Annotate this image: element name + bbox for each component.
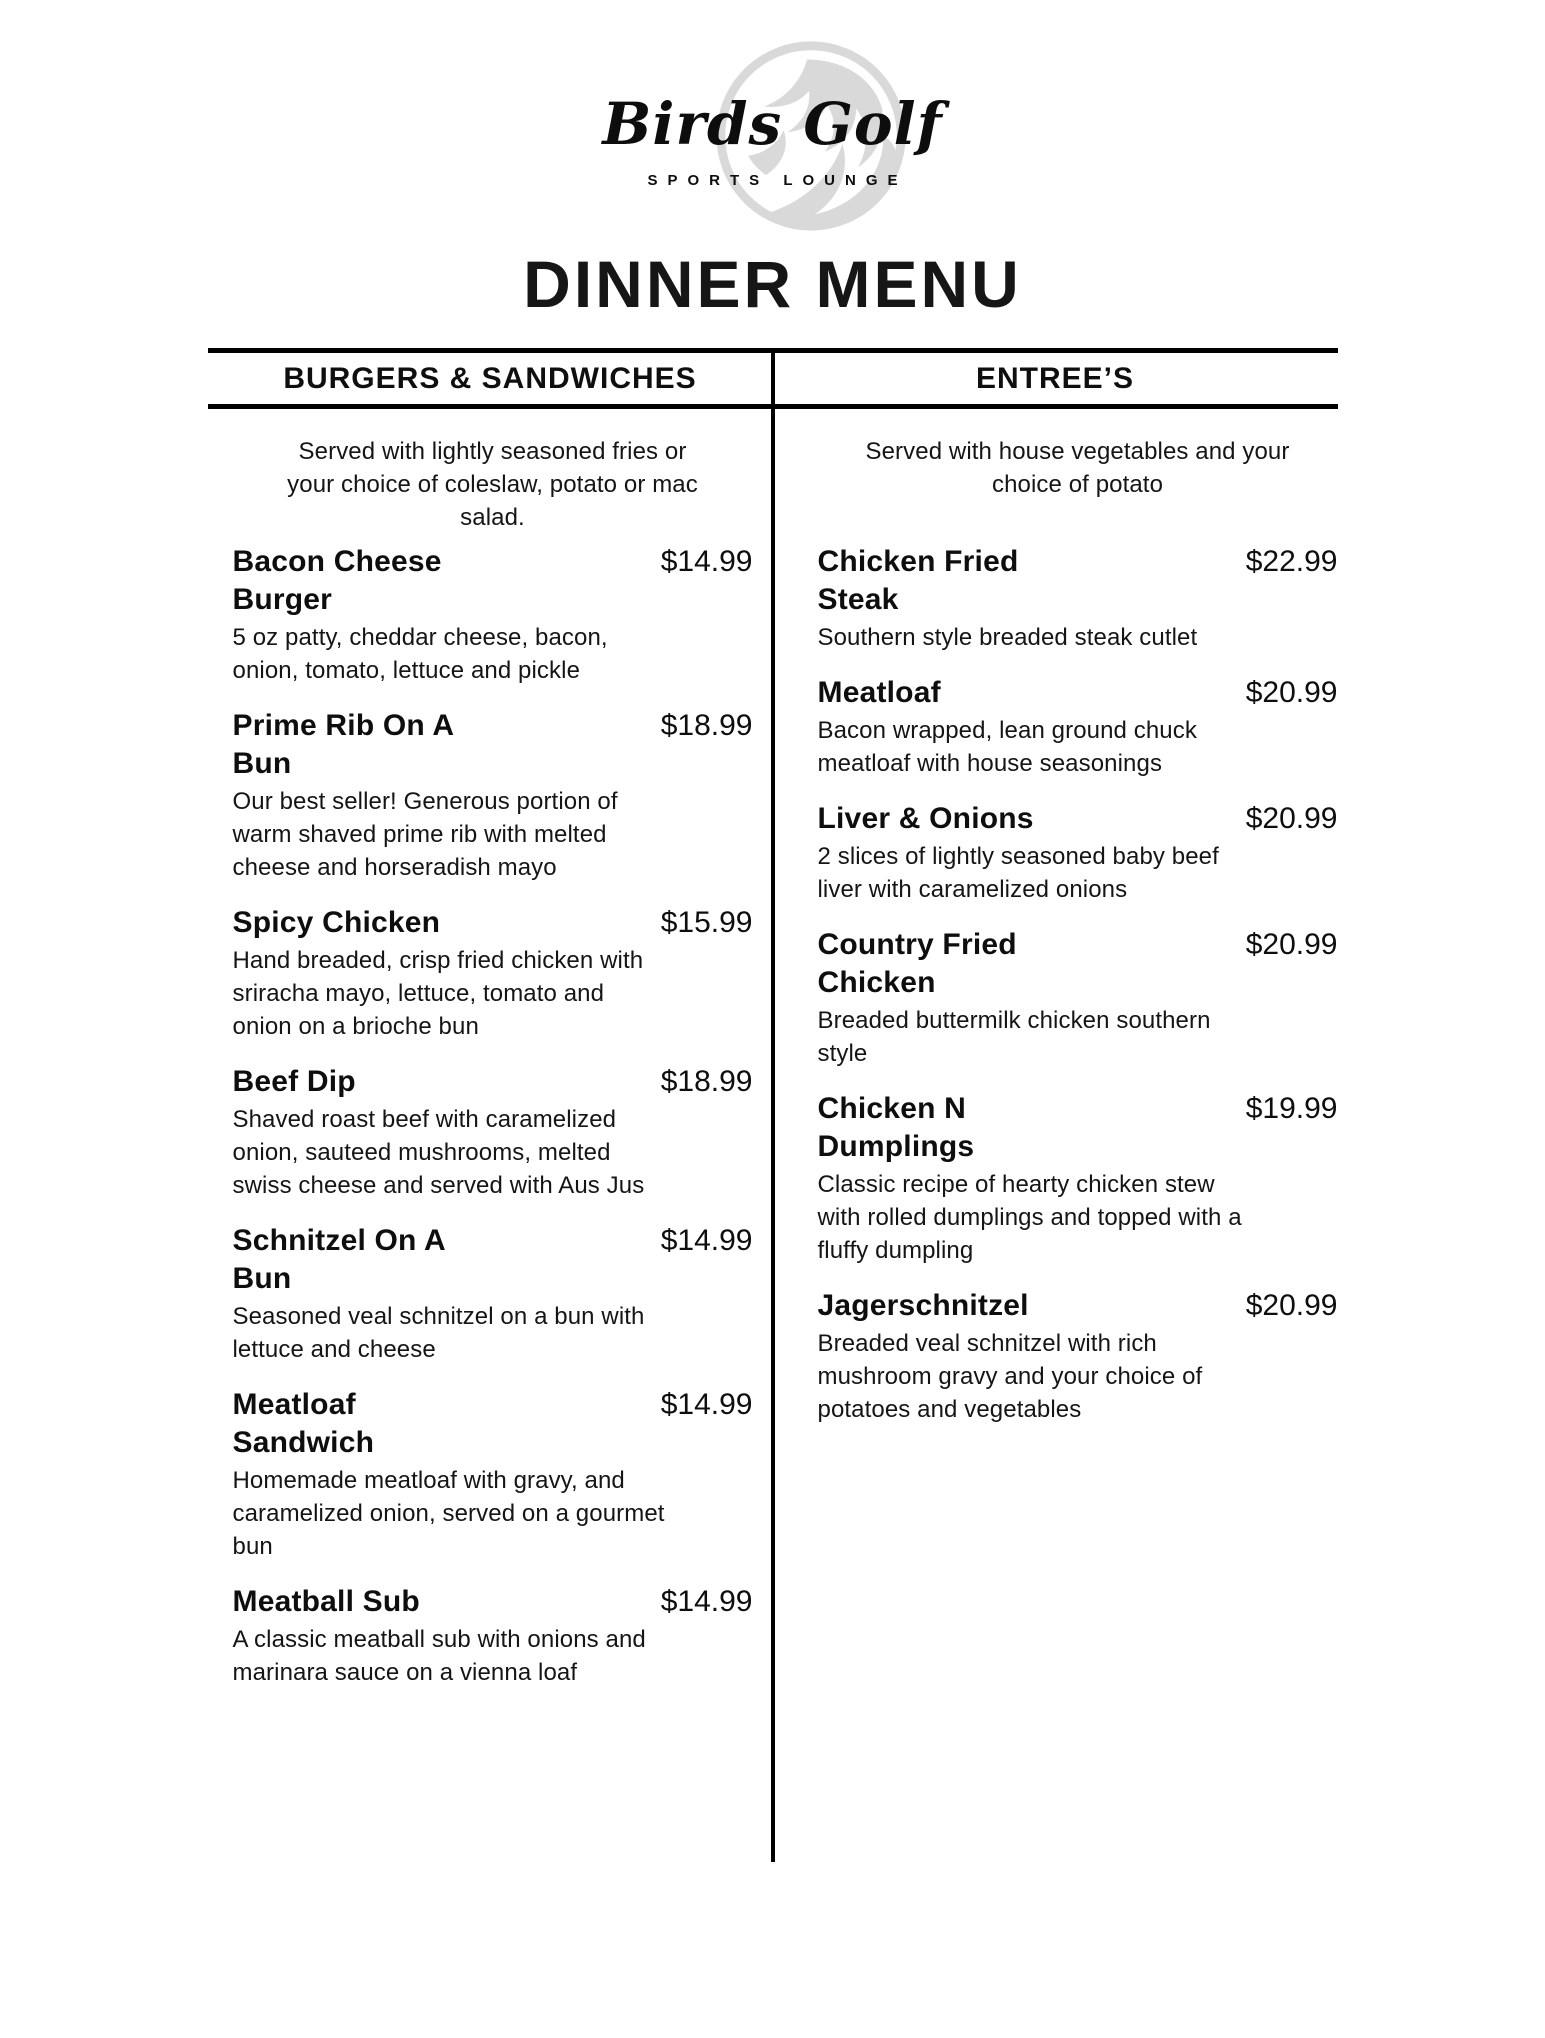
item-price: $22.99 xyxy=(1245,545,1338,578)
item-price: $20.99 xyxy=(1245,802,1338,835)
menu-item xyxy=(818,926,1338,1070)
item-description: Our best seller! Generous portion of warm shaved prime rib with melted cheese and horseradish mayo xyxy=(232,788,618,881)
item-price: $18.99 xyxy=(660,709,753,742)
menu-item xyxy=(233,904,753,1043)
item-name-row xyxy=(818,1090,1338,1166)
item-description: Southern style breaded steak cutlet xyxy=(817,624,1198,651)
column-items xyxy=(233,543,753,1689)
menu-item xyxy=(818,1287,1338,1426)
item-description: Homemade meatloaf with gravy, and caramelized onion, served on a gourmet bun xyxy=(232,1467,665,1560)
item-name-row xyxy=(233,543,753,619)
item-description: Shaved roast beef with caramelized onion, sauteed mushrooms, melted swiss cheese and served with Aus Jus xyxy=(232,1106,645,1199)
menu-item xyxy=(233,1063,753,1202)
item-price: $20.99 xyxy=(1245,928,1338,961)
logo xyxy=(0,38,1545,248)
column-intro: Served with house vegetables and your choice of potato xyxy=(865,438,1290,498)
item-price: $14.99 xyxy=(660,1224,753,1257)
item-price: $20.99 xyxy=(1245,676,1338,709)
item-name-row xyxy=(818,1287,1338,1325)
item-name: Spicy Chicken xyxy=(232,906,441,939)
item-description: Classic recipe of hearty chicken stew with rolled dumplings and topped with a fluffy dumpling xyxy=(817,1171,1242,1264)
item-price: $18.99 xyxy=(660,1065,753,1098)
item-name-row xyxy=(233,1063,753,1101)
item-name: Country Fried Chicken xyxy=(817,928,1017,999)
item-name: Liver & Onions xyxy=(817,802,1034,835)
item-name-row xyxy=(233,1583,753,1621)
item-description: A classic meatball sub with onions and marinara sauce on a vienna loaf xyxy=(232,1626,646,1686)
item-description: Hand breaded, crisp fried chicken with sriracha mayo, lettuce, tomato and onion on a brioche bun xyxy=(232,947,644,1040)
item-name: Meatloaf Sandwich xyxy=(232,1388,375,1459)
item-name: Chicken Fried Steak xyxy=(817,545,1019,616)
item-name-row xyxy=(818,674,1338,712)
item-description: 2 slices of lightly seasoned baby beef liver with caramelized onions xyxy=(817,843,1219,903)
column-header-entrees: ENTREE’S xyxy=(975,361,1135,395)
item-name-row xyxy=(818,543,1338,619)
item-description: Breaded veal schnitzel with rich mushroom gravy and your choice of potatoes and vegetables xyxy=(817,1330,1203,1423)
item-name: Bacon Cheese Burger xyxy=(232,545,442,616)
item-price: $14.99 xyxy=(660,545,753,578)
item-description: Seasoned veal schnitzel on a bun with lettuce and cheese xyxy=(232,1303,645,1363)
page-title: DINNER MENU xyxy=(523,247,1022,321)
item-name: Chicken N Dumplings xyxy=(817,1092,975,1163)
menu-item xyxy=(818,543,1338,654)
menu-item xyxy=(233,1386,753,1563)
menu xyxy=(208,348,1338,1878)
column-divider xyxy=(771,353,775,1862)
menu-item xyxy=(818,800,1338,906)
brand-subtitle: SPORTS LOUNGE xyxy=(647,172,908,189)
item-name: Meatloaf xyxy=(817,676,941,709)
item-name-row xyxy=(818,800,1338,838)
menu-item xyxy=(233,1222,753,1366)
menu-item xyxy=(818,1090,1338,1267)
item-name-row xyxy=(233,1222,753,1298)
item-name: Beef Dip xyxy=(232,1065,356,1098)
item-description: 5 oz patty, cheddar cheese, bacon, onion, tomato, lettuce and pickle xyxy=(232,624,608,684)
item-description: Breaded buttermilk chicken southern style xyxy=(817,1007,1211,1067)
item-price: $14.99 xyxy=(660,1388,753,1421)
brand-name: Birds Golf xyxy=(602,90,943,158)
item-name: Meatball Sub xyxy=(232,1585,420,1618)
item-name: Schnitzel On A Bun xyxy=(232,1224,445,1295)
item-name-row xyxy=(233,1386,753,1462)
column-header-burgers: BURGERS & SANDWICHES xyxy=(283,361,697,395)
menu-item xyxy=(818,674,1338,780)
item-description: Bacon wrapped, lean ground chuck meatloaf with house seasonings xyxy=(817,717,1197,777)
menu-column xyxy=(208,409,773,1709)
item-name: Prime Rib On A Bun xyxy=(232,709,454,780)
menu-column xyxy=(773,409,1338,1446)
item-price: $15.99 xyxy=(660,906,753,939)
item-price: $19.99 xyxy=(1245,1092,1338,1125)
item-price: $14.99 xyxy=(660,1585,753,1618)
column-intro: Served with lightly seasoned fries or your choice of coleslaw, potato or mac salad. xyxy=(287,438,698,531)
item-name-row xyxy=(233,904,753,942)
menu-item xyxy=(233,1583,753,1689)
item-name-row xyxy=(818,926,1338,1002)
item-name-row xyxy=(233,707,753,783)
menu-item xyxy=(233,707,753,884)
item-name: Jagerschnitzel xyxy=(817,1289,1029,1322)
column-items xyxy=(818,543,1338,1426)
item-price: $20.99 xyxy=(1245,1289,1338,1322)
menu-item xyxy=(233,543,753,687)
